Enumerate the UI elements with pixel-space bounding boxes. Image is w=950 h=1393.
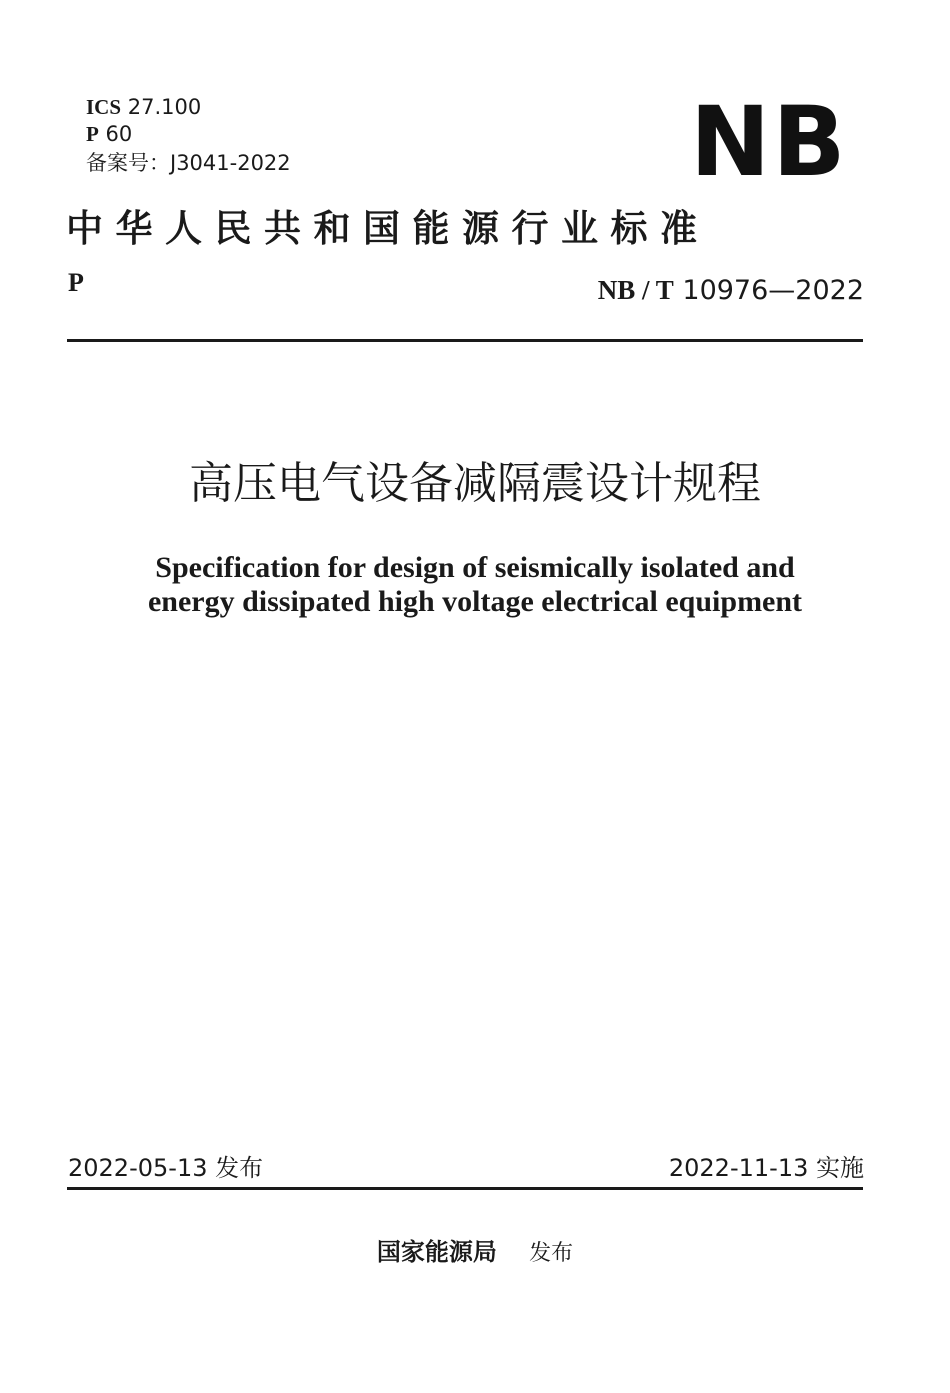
standard-number-prefix: NB / T bbox=[597, 275, 674, 305]
publisher-name: 国家能源局 bbox=[376, 1237, 497, 1266]
standard-organization: 中华人民共和国能源行业标准 bbox=[66, 206, 710, 250]
record-code: J3041-2022 bbox=[170, 151, 291, 175]
ics-classification bbox=[86, 94, 201, 120]
ccs-label: P bbox=[86, 122, 99, 146]
publisher-action: 发布 bbox=[529, 1241, 574, 1266]
header-divider bbox=[67, 339, 863, 342]
implement-date-line bbox=[669, 1153, 864, 1183]
ics-code: 27.100 bbox=[127, 95, 202, 119]
record-label: 备案号： bbox=[86, 151, 170, 175]
title-english-line1: Specification for design of seismically isolated and bbox=[155, 551, 795, 584]
standard-number-value: 10976—2022 bbox=[682, 275, 864, 306]
issue-date-line bbox=[68, 1153, 263, 1183]
record-number bbox=[86, 150, 291, 176]
nb-logo: NB bbox=[690, 86, 848, 198]
implement-label: 实施 bbox=[816, 1154, 864, 1182]
standard-number bbox=[598, 274, 864, 307]
issue-date: 2022-05-13 bbox=[68, 1154, 208, 1182]
standard-category: P bbox=[68, 268, 84, 297]
implement-date: 2022-11-13 bbox=[668, 1154, 809, 1182]
title-english-line2: energy dissipated high voltage electrical equipment bbox=[147, 585, 803, 618]
footer-divider bbox=[67, 1187, 863, 1190]
publisher-line bbox=[0, 1236, 950, 1271]
title-chinese: 高压电气设备减隔震设计规程 bbox=[189, 458, 761, 509]
ics-label: ICS bbox=[86, 95, 122, 119]
ccs-code: 60 bbox=[105, 122, 133, 146]
ccs-classification bbox=[86, 121, 132, 147]
issue-label: 发布 bbox=[215, 1154, 264, 1182]
